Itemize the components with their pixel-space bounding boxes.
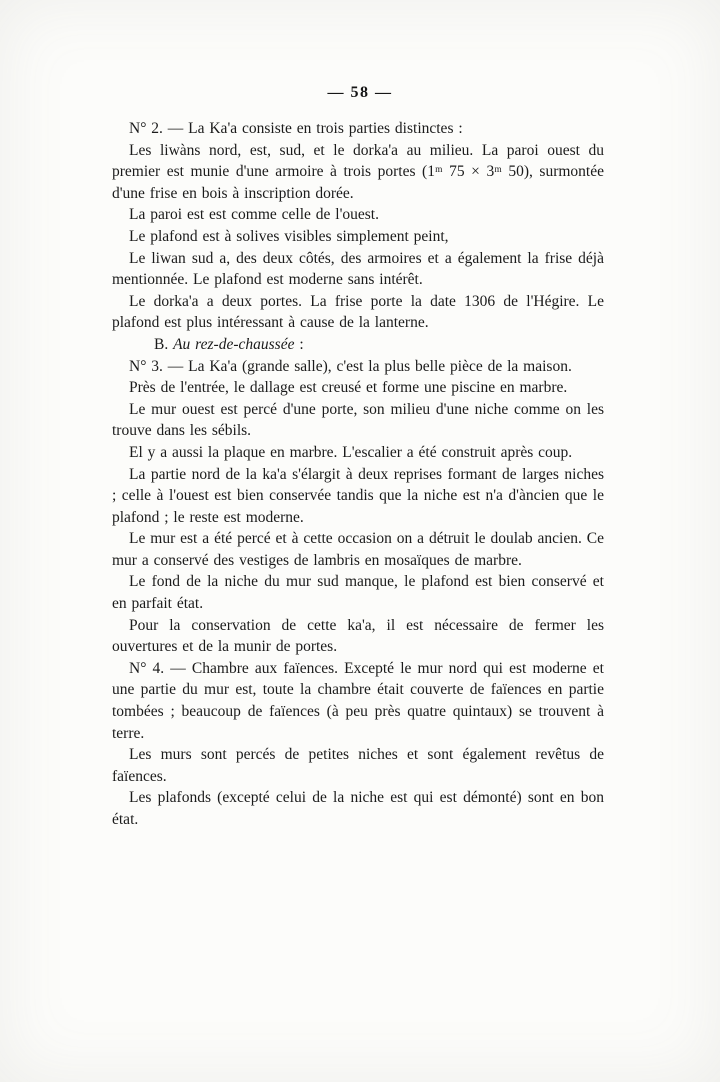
paragraph: El y a aussi la plaque en marbre. L'escalier a été construit après coup. [129, 443, 573, 461]
section-heading-title: Au rez-de-chaussée [173, 335, 295, 353]
paragraph: Le plafond est à solives visibles simplement peint, [129, 227, 449, 245]
paragraph: Le mur ouest est percé d'une porte, son milieu d'une niche comme on les trouve dans les sébils. [112, 400, 604, 440]
paragraph: Le mur est a été percé et à cette occasion on a détruit le doulab ancien. Ce mur a conservé des vestiges de lambris en mosaïques de marbre. [112, 530, 604, 569]
paragraph: Les liwàns nord, est, sud, et le dorka'a au milieu. La paroi ouest du premier est munie d'une armoire à trois portes (1ᵐ 75 × 3ᵐ 50), surmontée d'une frise en bois à inscription dorée. [112, 141, 604, 202]
paragraph: La partie nord de la ka'a s'élargit à deux reprises formant de larges niches ; celle à l'ouest est bien conservée tandis que la niche est n'a d'àncien que le plafond ; le reste est moderne. [112, 465, 604, 526]
section-heading [112, 334, 604, 356]
paragraph: N° 2. — La Ka'a consiste en trois parties distinctes : [129, 120, 463, 137]
paragraph: N° 4. — Chambre aux faïences. Excepté le mur nord qui est moderne et une partie du mur est, toute la chambre était couverte de faïences en partie tombées ; beaucoup de faïences (à peu près quatre quintaux) se trouvent à terre. [112, 659, 604, 742]
paragraph: Le dorka'a a deux portes. La frise porte la date 1306 de l'Hégire. Le plafond est plus intéressant à cause de la lanterne. [112, 292, 604, 332]
paragraph: Pour la conservation de cette ka'a, il est nécessaire de fermer les ouvertures et de la munir de portes. [112, 616, 604, 656]
paragraph: Près de l'entrée, le dallage est creusé et forme une piscine en marbre. [129, 379, 568, 397]
paragraph: Le fond de la niche du mur sud manque, le plafond est bien conservé et en parfait état. [112, 573, 604, 613]
paragraph: La paroi est est comme celle de l'ouest. [129, 206, 379, 224]
section-heading-prefix: B. [154, 335, 174, 353]
paragraph: Les plafonds (excepté celui de la niche est qui est démonté) sont en bon état. [112, 789, 604, 828]
section-heading-suffix: : [294, 335, 304, 353]
paragraph: Les murs sont percés de petites niches et sont également revêtus de faïences. [112, 746, 604, 785]
page-number: — 58 — [327, 84, 393, 101]
body-text [112, 118, 604, 831]
paragraph: N° 3. — La Ka'a (grande salle), c'est la plus belle pièce de la maison. [129, 357, 572, 375]
paragraph: Le liwan sud a, des deux côtés, des armoires et a également la frise déjà mentionnée. Le plafond est moderne sans intérêt. [112, 249, 604, 289]
